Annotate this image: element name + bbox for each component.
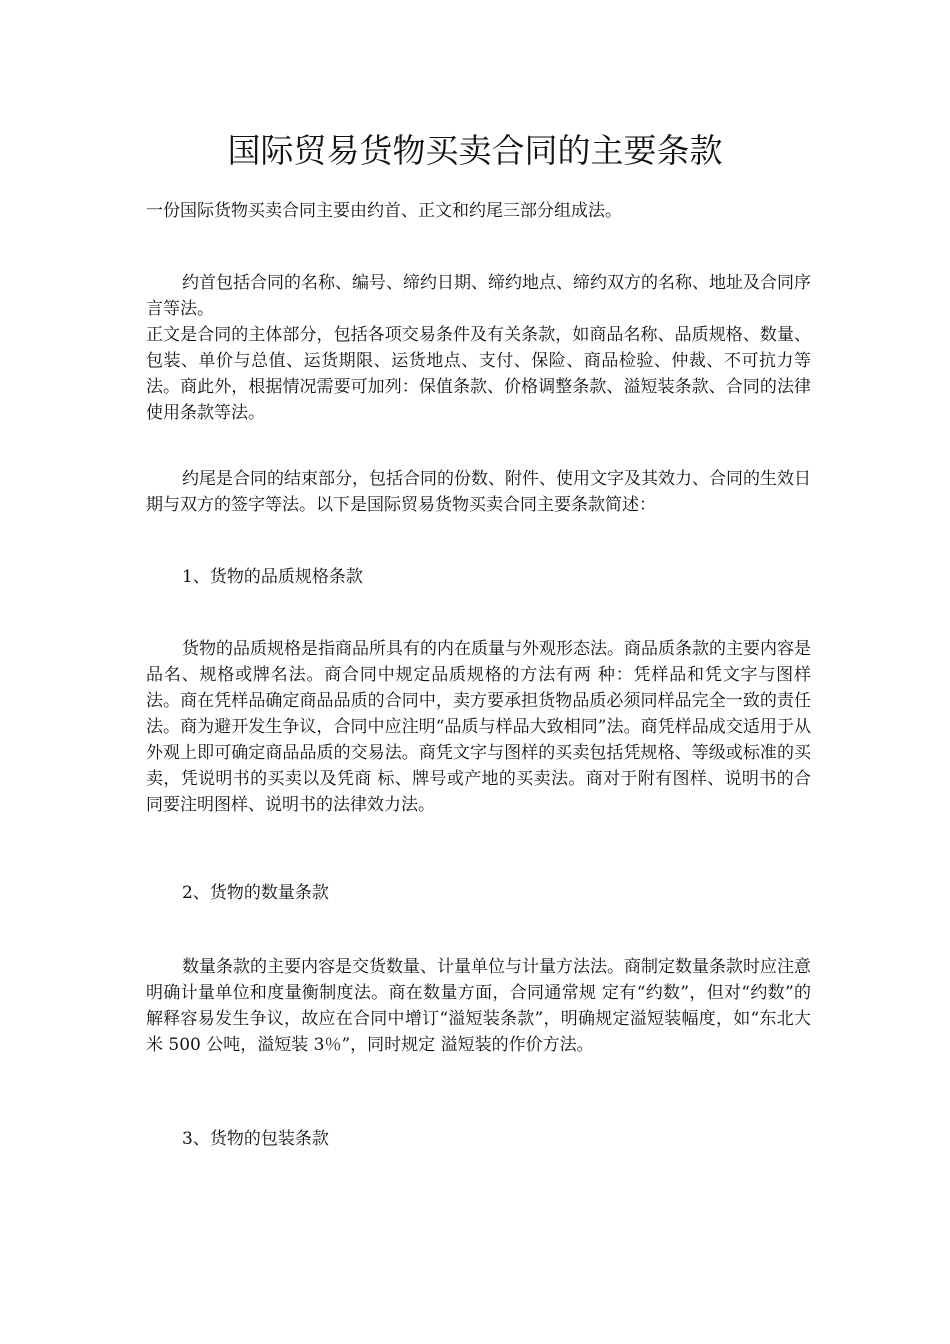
quantity-paragraph: 数量条款的主要内容是交货数量、计量单位与计量方法法。商制定数量条款时应注意明确计量单位和度量衡制度法。商在数量方面，合同通常规 定有“约数”，但对“约数”的解释容易发生争议，故应在合同中增订“溢短装条款”，明确规定溢短装幅度，如“东北大米 500 公吨，溢短装 3％”，同时规定 溢短装的作价方法。 (146, 957, 811, 1055)
document-title: 国际贸易货物买卖合同的主要条款 (227, 131, 723, 170)
header-paragraph: 约首包括合同的名称、编号、缔约日期、缔约地点、缔约双方的名称、地址及合同序言等法。 (146, 273, 811, 319)
section-heading-quantity: 2、货物的数量条款 (182, 883, 329, 903)
intro-paragraph: 一份国际货物买卖合同主要由约首、正文和约尾三部分组成法。 (146, 201, 622, 221)
body-paragraph: 正文是合同的主体部分，包括各项交易条件及有关条款，如商品名称、品质规格、数量、包装、单价与总值、运货期限、运货地点、支付、保险、商品检验、仲裁、不可抗力等法。商此外，根据情况需要可加列：保值条款、价格调整条款、溢短装条款、合同的法律使用条款等法。 (146, 325, 811, 423)
tail-paragraph: 约尾是合同的结束部分，包括合同的份数、附件、使用文字及其效力、合同的生效日期与双方的签字等法。以下是国际贸易货物买卖合同主要条款简述： (146, 469, 811, 515)
section-heading-packaging: 3、货物的包装条款 (182, 1129, 329, 1149)
quality-paragraph: 货物的品质规格是指商品所具有的内在质量与外观形态法。商品质条款的主要内容是品名、规格或牌名法。商合同中规定品质规格的方法有两 种：凭样品和凭文字与图样法。商在凭样品确定商品品质的合同中，卖方要承担货物品质必须同样品完全一致的责任法。商为避开发生争议，合同中应注明“品质与样品大致相同”法。商凭样品成交适用于从外观上即可确定商品品质的交易法。商凭文字与图样的买卖包括凭规格、等级或标准的买卖，凭说明书的买卖以及凭商 标、牌号或产地的买卖法。商对于附有图样、说明书的合同要注明图样、说明书的法律效力法。 (146, 639, 811, 815)
section-heading-quality: 1、货物的品质规格条款 (182, 567, 363, 587)
